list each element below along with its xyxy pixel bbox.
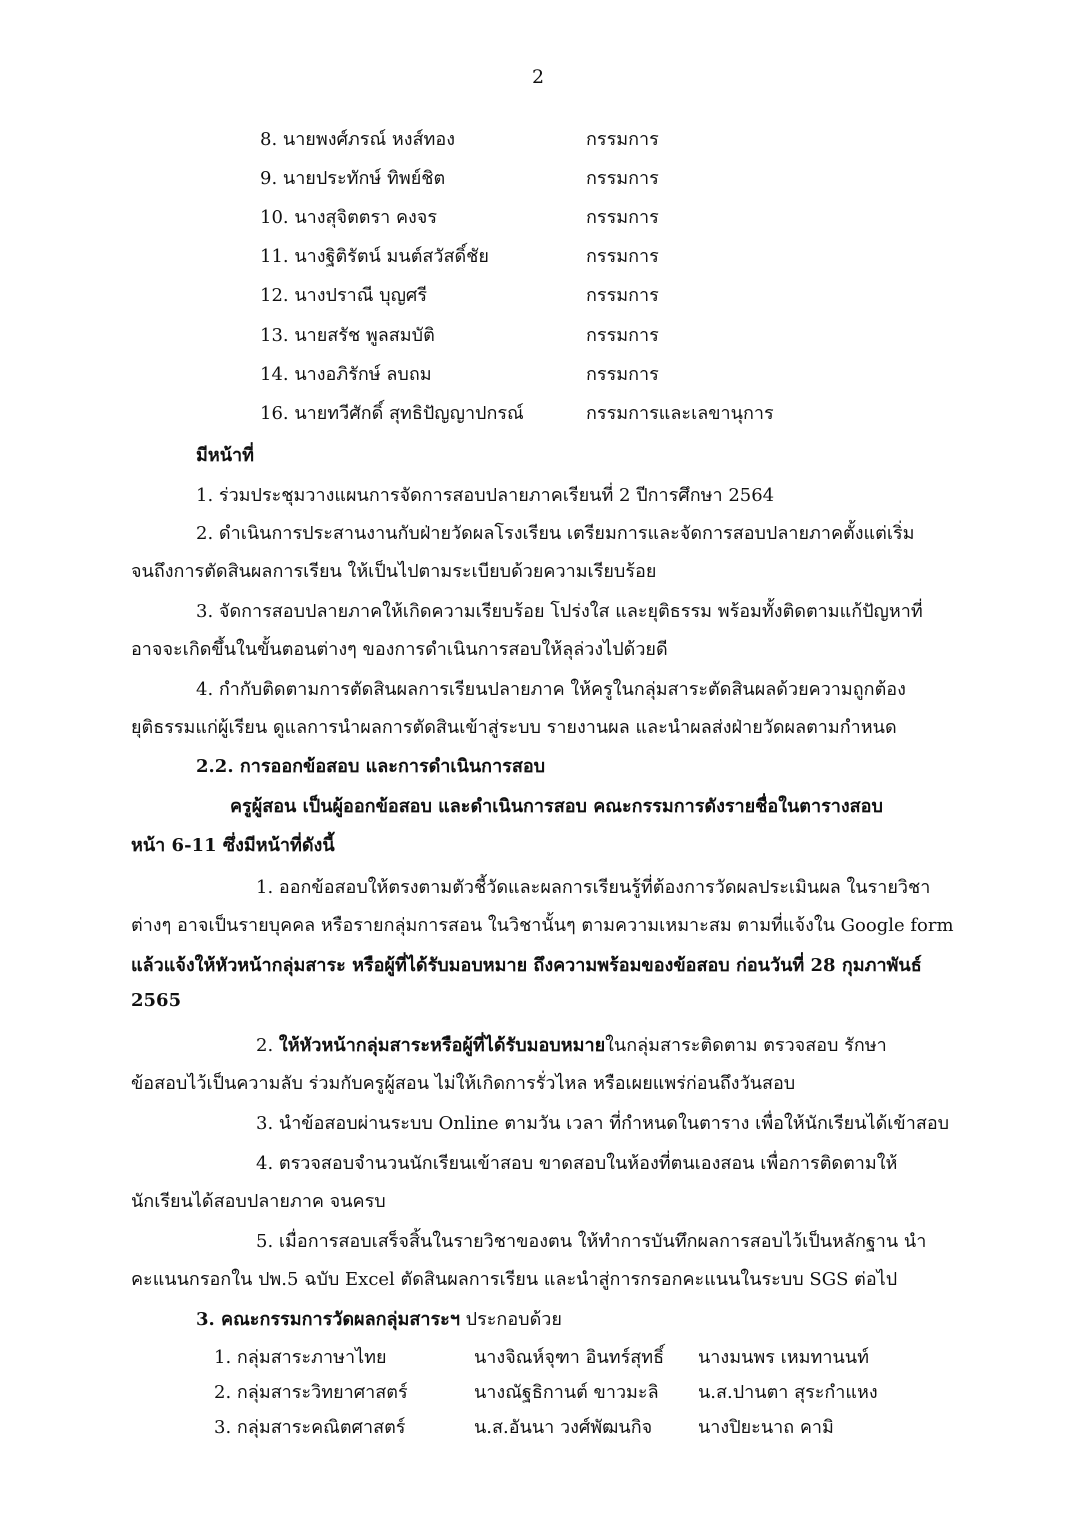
exam-duty-line: 3. นำข้อสอบผ่านระบบ Online ตามวัน เวลา ที่กำหนดในตาราง เพื่อให้นักเรียนได้เข้าสอบ — [256, 1113, 950, 1134]
exam-duty-line: 5. เมื่อการสอบเสร็จสิ้นในรายวิชาของตน ให้ทำการบันทึกผลการสอบไว้เป็นหลักฐาน นำ — [256, 1231, 927, 1252]
subject-group: 2. กลุ่มสาระวิทยาศาสตร์ — [214, 1382, 408, 1403]
committee-member-name: 14. นางอภิรักษ์ ลบถม — [260, 364, 432, 385]
duty-line: อาจจะเกิดขึ้นในขั้นตอนต่างๆ ของการดำเนินการสอบให้ลุล่วงไปด้วยดี — [131, 639, 668, 660]
committee-member-role: กรรมการ — [586, 207, 659, 228]
teacher-name: น.ส.อันนา วงศ์พัฒนกิจ — [474, 1417, 653, 1438]
section-intro: หน้า 6-11 ซึ่งมีหน้าที่ดังนี้ — [131, 835, 335, 856]
duty-line: ยุติธรรมแก่ผู้เรียน ดูแลการนำผลการตัดสินเข้าสู่ระบบ รายงานผล และนำผลส่งฝ่ายวัดผลตามกำหนด — [131, 717, 897, 738]
teacher-name: นางปิยะนาถ คามิ — [698, 1417, 834, 1438]
committee-member-role: กรรมการ — [586, 168, 659, 189]
committee-member-name: 10. นางสุจิตตรา คงจร — [260, 207, 438, 228]
teacher-name: น.ส.ปานตา สุระกำแหง — [698, 1382, 878, 1403]
committee-member-name: 12. นางปราณี บุญศรี — [260, 285, 428, 306]
committee-member-role: กรรมการ — [586, 129, 659, 150]
committee-member-role: กรรมการ — [586, 285, 659, 306]
duties-heading: มีหน้าที่ — [196, 445, 255, 466]
committee-member-role: กรรมการ — [586, 246, 659, 267]
committee-member-role: กรรมการ — [586, 364, 659, 385]
subject-group: 1. กลุ่มสาระภาษาไทย — [214, 1347, 387, 1368]
page-number: 2 — [531, 66, 545, 88]
teacher-name: นางจิณห์จุฑา อินทร์สุทธิ์ — [474, 1347, 665, 1368]
committee-member-name: 9. นายประทักษ์ ทิพย์ชิต — [260, 168, 446, 189]
duty-line: 2. ดำเนินการประสานงานกับฝ่ายวัดผลโรงเรียน เตรียมการและจัดการสอบปลายภาคตั้งแต่เริ่ม — [196, 523, 915, 544]
section-intro: ครูผู้สอน เป็นผู้ออกข้อสอบ และดำเนินการสอบ คณะกรรมการดังรายชื่อในตารางสอบ — [230, 796, 883, 817]
teacher-name: นางณัฐธิกานต์ ขาวมะลิ — [474, 1382, 659, 1403]
section-heading-rest: ประกอบด้วย — [459, 1309, 562, 1330]
emphasis-text: ให้หัวหน้ากลุ่มสาระหรือผู้ที่ได้รับมอบหมาย — [278, 1035, 606, 1056]
section-heading-bold: 3. คณะกรรมการวัดผลกลุ่มสาระฯ — [196, 1309, 460, 1330]
exam-duty-line: คะแนนกรอกใน ปพ.5 ฉบับ Excel ตัดสินผลการเรียน และนำสู่การกรอกคะแนนในระบบ SGS ต่อไป — [131, 1269, 898, 1290]
duty-line: 4. กำกับติดตามการตัดสินผลการเรียนปลายภาค ให้ครูในกลุ่มสาระตัดสินผลด้วยความถูกต้อง — [196, 679, 906, 700]
committee-member-name: 11. นางฐิติรัตน์ มนต์สวัสดิ์ชัย — [260, 246, 489, 267]
committee-member-role: กรรมการ — [586, 325, 659, 346]
duty-line: 3. จัดการสอบปลายภาคให้เกิดความเรียบร้อย โปร่งใส และยุติธรรม พร้อมทั้งติดตามแก้ปัญหาที่ — [196, 601, 923, 622]
teacher-name: นางมนพร เหมทานนท์ — [698, 1347, 869, 1368]
exam-duty-line: นักเรียนได้สอบปลายภาค จนครบ — [131, 1191, 386, 1212]
duty-line: 1. ร่วมประชุมวางแผนการจัดการสอบปลายภาคเรียนที่ 2 ปีการศึกษา 2564 — [196, 485, 775, 506]
committee-member-role: กรรมการและเลขานุการ — [586, 403, 774, 424]
committee-member-name: 13. นายสรัช พูลสมบัติ — [260, 325, 435, 346]
exam-duty-line: 2565 — [131, 990, 182, 1011]
exam-duty-line: ต่างๆ อาจเป็นรายบุคคล หรือรายกลุ่มการสอน ในวิชานั้นๆ ตามความเหมาะสม ตามที่แจ้งใน Google form — [131, 915, 954, 936]
subject-group: 3. กลุ่มสาระคณิตศาสตร์ — [214, 1417, 406, 1438]
item-number: 2. — [256, 1035, 279, 1056]
section-heading — [196, 1304, 562, 1333]
committee-member-name: 16. นายทวีศักดิ์ สุทธิปัญญาปกรณ์ — [260, 403, 524, 424]
exam-duty-line: ข้อสอบไว้เป็นความลับ ร่วมกับครูผู้สอน ไม่ให้เกิดการรั่วไหล หรือเผยแพร่ก่อนถึงวันสอบ — [131, 1073, 796, 1094]
exam-duty-line: แล้วแจ้งให้หัวหน้ากลุ่มสาระ หรือผู้ที่ได้รับมอบหมาย ถึงความพร้อมของข้อสอบ ก่อนวันที่ 28 กุมภาพันธ์ — [131, 955, 922, 976]
body-text: ในกลุ่มสาระติดตาม ตรวจสอบ รักษา — [605, 1035, 887, 1056]
section-heading: 2.2. การออกข้อสอบ และการดำเนินการสอบ — [196, 756, 546, 777]
exam-duty-line — [256, 1030, 887, 1059]
exam-duty-line: 4. ตรวจสอบจำนวนนักเรียนเข้าสอบ ขาดสอบในห้องที่ตนเองสอน เพื่อการติดตามให้ — [256, 1153, 898, 1174]
exam-duty-line: 1. ออกข้อสอบให้ตรงตามตัวชี้วัดและผลการเรียนรู้ที่ต้องการวัดผลประเมินผล ในรายวิชา — [256, 877, 931, 898]
committee-member-name: 8. นายพงศ์ภรณ์ หงส์ทอง — [260, 129, 455, 150]
duty-line: จนถึงการตัดสินผลการเรียน ให้เป็นไปตามระเบียบด้วยความเรียบร้อย — [131, 561, 657, 582]
